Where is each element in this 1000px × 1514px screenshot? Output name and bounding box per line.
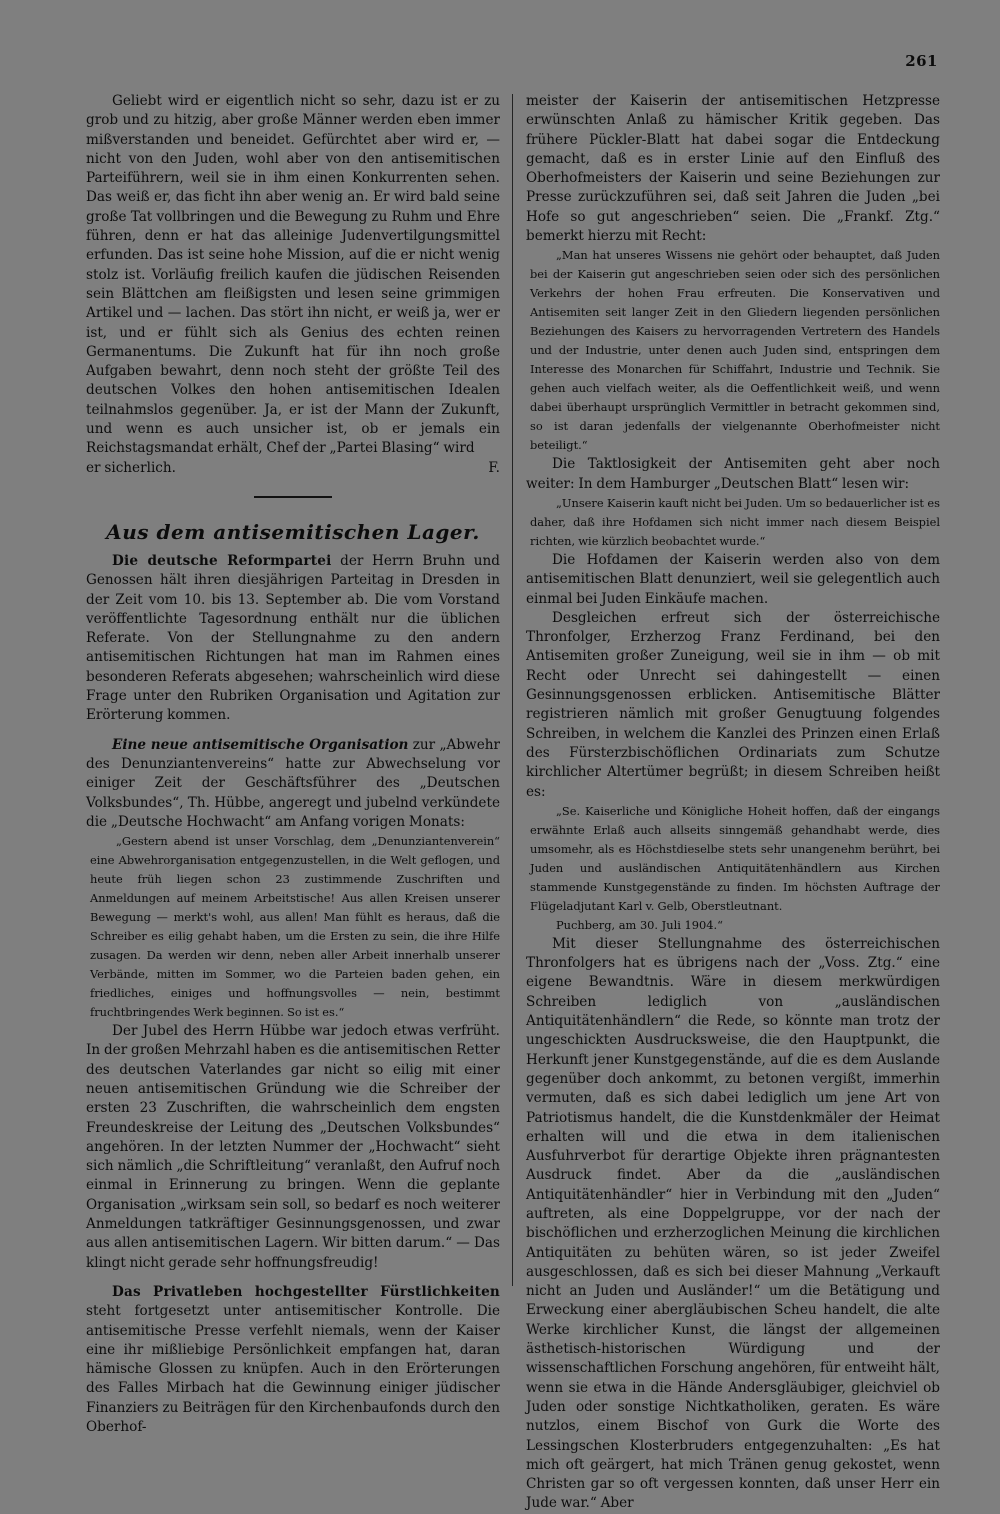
article-reformpartei	[86, 552, 500, 726]
quote-signature: Puchberg, am 30. Juli 1904.“	[556, 917, 723, 932]
left-column	[86, 92, 500, 1437]
page-number: 261	[905, 52, 938, 70]
paragraph-hofdamen: Die Hofdamen der Kaiserin werden also von dem antisemitischen Blatt denunziert, weil sie gelegentlich auch einmal bei Juden Einkäufe machen.	[526, 551, 940, 607]
quote-frankfurter: „Man hat unseres Wissens nie gehört oder behauptet, daß Juden bei der Kaiserin gut angeschrieben seien oder sich des persönlichen Verkehrs der hohen Frau erfreuten. Die Konservativen und Antisemiten seit langer Zeit in den Gliedern liegenden persönlichen Beziehungen des Kaisers zu hervorragenden Vertretern des Handels und der Industrie, unter denen auch Juden sind, entspringen dem Interesse des Monarchen für Schiffahrt, Industrie und Technik. Sie gehen auch vielfach weiter, als die Oeffentlichkeit weiß, und wenn dabei überhaupt ursprünglich Vermittler in betracht gekommen sind, so ist daran jedenfalls der vielgenannte Oberhofmeister nicht beteiligt.“	[530, 248, 940, 453]
quote-kanzlei: „Se. Kaiserliche und Königliche Hoheit hoffen, daß der eingangs erwähnte Erlaß auch allseits sinngemäß gehandhabt werde, dies umsomehr, als es Höchstdieselbe stets sehr unangenehm berührt, bei Juden und ausländischen Antiquitätenhändlern aus Kirchen stammende Kunstgegenstände zu finden. Im höchsten Auftrage der Flügeladjutant Karl v. Gelb, Oberstleutnant.	[530, 803, 940, 913]
quote-deutsches-blatt: „Unsere Kaiserin kauft nicht bei Juden. Um so bedauerlicher ist es daher, daß ihre Hofdamen sich nicht immer nach diesem Beispiel richten, wie kürzlich beobachtet wurde.“	[530, 495, 940, 548]
paragraph-stellungnahme: Mit dieser Stellungnahme des österreichischen Thronfolgers hat es übrigens nach der „Voss. Ztg.“ eine eigene Bewandtnis. Wäre in diesem merkwürdigen Schreiben lediglich von „ausländischen Antiquitätenhändlern“ die Rede, so könnte man trotz der ungeschickten Ausdrucksweise, die den Hauptpunkt, die Herkunft jener Kunstgegenstände, auf die es dem Auslande gegenüber doch ankommt, zu betonen vergißt, immerhin vermuten, daß es sich dabei lediglich um jene Art von Patriotismus handelt, die die Kunstdenkmäler der Heimat erhalten will und die etwa in dem italienischen Ausfuhrverbot für derartige Objekte ihren prägnantesten Ausdruck findet. Aber da die „ausländischen Antiquitätenhändler“ hier in Verbindung mit den „Juden“ auftreten, als eine Doppelgruppe, vor der nach der bischöflichen und erzherzoglichen Meinung die kirchlichen Antiquitäten zu behüten wären, so ist jeder Zweifel ausgeschlossen, daß es sich bei dieser Mahnung „Verkauft nicht an Juden und Ausländer!“ um die Betätigung und Erweckung einer abergläubischen Scheu handelt, die alte Werke kirchlicher Kunst, die längst der allgemeinen ästhetisch-historischen Würdigung und der wissenschaftlichen Forschung angehören, für entweiht hält, wenn sie etwa in die Hände Andersgläubiger, gleichviel ob Juden oder sonstige Nichtkatholiken, geraten. Es wäre nutzlos, einem Bischof von Gurk die Worte des Lessingschen Klosterbruders entgegenzuhalten: „Es hat mich oft geärgert, hat mich Tränen genug gekostet, wenn Christen gar so oft vergessen konnten, daß unser Herr ein Jude war.“ Aber	[526, 935, 940, 1512]
section-separator	[254, 496, 332, 498]
paragraph-taktlosigkeit: Die Taktlosigkeit der Antisemiten geht aber noch weiter: In dem Hamburger „Deutschen Blatt“ lesen wir:	[526, 456, 940, 492]
paragraph-continuation: meister der Kaiserin der antisemitischen Hetzpresse erwünschten Anlaß zu hämischer Kritik gegeben. Das frühere Pückler-Blatt hat dabei sogar die Entdeckung gemacht, daß es in erster Linie auf den Einfluß des Oberhofmeisters der Kaiserin und seine Beziehungen zur Presse zurückzuführen sei, daß seit Jahren die Juden „bei Hofe so gut angeschrieben“ seien. Die „Frankf. Ztg.“ bemerkt hierzu mit Recht:	[526, 93, 940, 245]
right-column	[526, 92, 940, 1514]
paragraph-thronfolger: Desgleichen erfreut sich der österreichische Thronfolger, Erzherzog Franz Ferdinand, bei den Antisemiten großer Zuneigung, weil sie in ihm — ob mit Recht oder Unrecht sei dahingestellt — einen Gesinnungsgenossen erblicken. Antisemitische Blätter registrieren nämlich mit großer Genugtuung folgendes Schreiben, in welchem die Kanzlei des Prinzen einen Erlaß des Fürsterzbischöflichen Ordinariats zum Schutze kirchlicher Altertümer begrüßt; in diesem Schreiben heißt es:	[526, 609, 940, 800]
intro-last-text: er sicherlich.	[86, 459, 176, 476]
quote-hochwacht: „Gestern abend ist unser Vorschlag, dem „Denunziantenverein“ eine Abwehrorganisation entgegenzustellen, in die Welt geflogen, und heute früh liegen schon 23 zustimmende Zuschriften und Anmeldungen auf meinem Arbeitstische! Aus allen Kreisen unserer Bewegung — merkt's wohl, aus allen! Man fühlt es heraus, daß die Schreiber es eilig gehabt haben, um die Ersten zu sein, die ihre Hilfe zusagen. Da werden wir denn, neben aller Arbeit innerhalb unserer Verbände, mitten im Sommer, wo die Parteien baden gehen, ein friedliches, einiges und hoffnungsvolles — nein, bestimmt fruchtbringendes Werk beginnen. So ist es.“	[90, 834, 500, 1020]
intro-paragraph: Geliebt wird er eigentlich nicht so sehr, dazu ist er zu grob und zu hitzig, aber große Männer werden eben immer mißverstanden und beneidet. Gefürchtet aber wird er, — nicht von den Juden, wohl aber von den antisemitischen Parteiführern, weil sie in ihm einen Konkurrenten sehen. Das weiß er, das ficht ihn aber wenig an. Er wird bald seine große Tat vollbringen und die Bewegung zu Ruhm und Ehre führen, denn er hat das alleinige Judenvertilgungsmittel erfunden. Das ist seine hohe Mission, auf die er nicht wenig stolz ist. Vorläufig freilich kaufen die jüdischen Reisenden sein Blättchen am fleißigsten und lesen seine grimmigen Artikel und — lachen. Das stört ihn nicht, er weiß ja, wer er ist, und er fühlt sich als Genius des echten reinen Germanentums. Die Zukunft hat für ihn noch große Aufgaben bewahrt, denn noch steht der größte Teil des deutschen Volkes den hohen antisemitischen Idealen teilnahmslos gegenüber. Ja, er ist der Mann der Zukunft, und wenn es auch unsicher ist, ob er jemals ein Reichstagsmandat erhält, Chef der „Partei Blasing“ wird	[86, 93, 500, 457]
paragraph-jubel: Der Jubel des Herrn Hübbe war jedoch etwas verfrüht. In der großen Mehrzahl haben es die antisemitischen Retter des deutschen Vaterlandes gar nicht so eilig mit einer neuen antisemitischen Gründung wie die Schreiber der ersten 23 Zuschriften, die wahrscheinlich dem engsten Freundeskreise der Leitung des „Deutschen Volksbundes“ angehören. In der letzten Nummer der „Hochwacht“ sieht sich nämlich „die Schriftleitung“ veranlaßt, den Aufruf noch einmal in Erinnerung zu bringen. Wenn die geplante Organisation „wirksam sein soll, so bedarf es noch weiterer Anmeldungen tatkräftiger Gesinnungsgenossen, und zwar aus allen antisemitischen Lagern. Wir bitten darum.“ — Das klingt nicht gerade sehr hoffnungsfreudig!	[86, 1023, 500, 1271]
author-signature: F.	[488, 459, 500, 476]
intro-closing-line	[86, 459, 500, 478]
column-divider	[512, 94, 513, 1286]
article-text: der Herrn Bruhn und Genossen hält ihren diesjährigen Parteitag in Dresden in der Zeit vom 10. bis 13. September ab. Die vom Vorstand veröffentlichte Tagesordnung enthält nur die üblichen Referate. Von der Stellungnahme zu den andern antisemitischen Richtungen hat man im Rahmen eines besonderen Referats abgesehen; wahrscheinlich wird diese Frage unter den Rubriken Organisation und Agitation zur Erörterung kommen.	[86, 552, 500, 724]
article-lead: Das Privatleben hochgestellter Fürstlichkeiten	[112, 1283, 500, 1300]
article-lead: Eine neue antisemitische Organisation	[112, 736, 409, 753]
article-lead: Die deutsche Reformpartei	[112, 552, 332, 569]
article-text: steht fortgesetzt unter antisemitischer Kontrolle. Die antisemitische Presse verfehlt niemals, wenn der Kaiser eine ihr mißliebige Persönlichkeit empfangen hat, daran hämische Glossen zu knüpfen. Auch in den Erörterungen des Falles Mirbach hat die Gewinnung einiger jüdischer Finanziers zu Beiträgen für den Kirchenbaufonds durch den Oberhof-	[86, 1303, 500, 1436]
article-text: zur „Abwehr des Denunziantenvereins“ hatte zur Abwechselung vor einiger Zeit der Geschäftsführer des „Deutschen Volksbundes“, Th. Hübbe, angeregt und jubelnd verkündete die „Deutsche Hochwacht“ am Anfang vorigen Monats:	[86, 736, 500, 830]
article-new-organisation	[86, 736, 500, 832]
article-privatleben	[86, 1283, 500, 1437]
section-title: Aus dem antisemitischen Lager.	[106, 519, 480, 544]
